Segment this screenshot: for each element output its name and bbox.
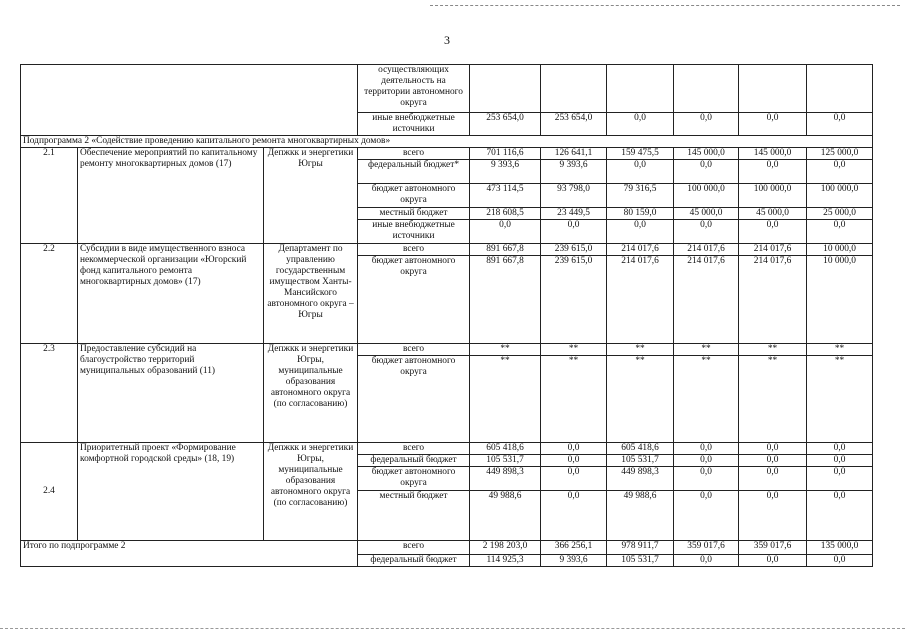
value-cell: 126 641,1 [541, 148, 607, 160]
continuation-cell [21, 65, 358, 136]
value-cell [607, 65, 674, 113]
value-cell: 978 911,7 [607, 541, 674, 555]
value-cell: 0,0 [807, 467, 873, 491]
value-cell: 0,0 [674, 555, 739, 567]
value-cell: 0,0 [807, 491, 873, 541]
value-cell: 145 000,0 [674, 148, 739, 160]
value-cell: 449 898,3 [607, 467, 674, 491]
scan-bottom-edge [0, 628, 905, 629]
value-cell: 359 017,6 [739, 541, 807, 555]
value-cell: ** [541, 344, 607, 356]
source-cell: всего [358, 148, 470, 160]
value-cell: ** [807, 344, 873, 356]
table-row [21, 344, 873, 356]
value-cell [807, 65, 873, 113]
value-cell: 701 116,6 [470, 148, 541, 160]
value-cell: 0,0 [607, 113, 674, 136]
value-cell: 0,0 [807, 160, 873, 184]
total-label: Итого по подпрограмме 2 [21, 541, 358, 567]
value-cell: 214 017,6 [607, 256, 674, 344]
source-cell: бюджет автономного округа [358, 184, 470, 208]
value-cell: 49 988,6 [607, 491, 674, 541]
value-cell: ** [739, 356, 807, 443]
value-cell: 100 000,0 [674, 184, 739, 208]
item-code: 2.2 [21, 244, 78, 344]
value-cell: 100 000,0 [807, 184, 873, 208]
value-cell: 366 256,1 [541, 541, 607, 555]
value-cell: 359 017,6 [674, 541, 739, 555]
value-cell: 605 418,6 [470, 443, 541, 455]
item-code: 2.1 [21, 148, 78, 244]
value-cell: 0,0 [541, 455, 607, 467]
item-title: Обеспечение мероприятий по капитальному ремонту многоквартирных домов (17) [78, 148, 264, 244]
source-cell: осуществляющих деятельность на территории автономного округа [358, 65, 470, 113]
value-cell: ** [541, 356, 607, 443]
value-cell: ** [674, 356, 739, 443]
value-cell: 114 925,3 [470, 555, 541, 567]
value-cell: 135 000,0 [807, 541, 873, 555]
value-cell: 0,0 [739, 491, 807, 541]
source-cell: федеральный бюджет [358, 455, 470, 467]
value-cell: 145 000,0 [739, 148, 807, 160]
value-cell: 0,0 [807, 443, 873, 455]
value-cell [541, 65, 607, 113]
value-cell: 214 017,6 [739, 256, 807, 344]
responsible-org: Депжкк и энергетики Югры [264, 148, 358, 244]
value-cell: 891 667,8 [470, 244, 541, 256]
page-number: 3 [444, 33, 450, 47]
budget-table [20, 64, 873, 567]
value-cell: 105 531,7 [607, 455, 674, 467]
source-cell: всего [358, 541, 470, 555]
value-cell: ** [470, 356, 541, 443]
value-cell: 10 000,0 [807, 244, 873, 256]
item-code: 2.3 [21, 344, 78, 443]
value-cell: 9 393,6 [541, 555, 607, 567]
value-cell: 473 114,5 [470, 184, 541, 208]
value-cell: 0,0 [739, 220, 807, 244]
value-cell: 105 531,7 [607, 555, 674, 567]
value-cell: 0,0 [607, 160, 674, 184]
value-cell: 0,0 [674, 455, 739, 467]
table-row [21, 443, 873, 455]
value-cell: ** [674, 344, 739, 356]
value-cell: 9 393,6 [470, 160, 541, 184]
table-row [21, 148, 873, 160]
source-cell: всего [358, 344, 470, 356]
value-cell: 0,0 [607, 220, 674, 244]
value-cell [470, 65, 541, 113]
value-cell: 0,0 [541, 491, 607, 541]
section-header-row [21, 136, 873, 148]
source-cell: всего [358, 443, 470, 455]
value-cell: 0,0 [674, 113, 739, 136]
source-cell: иные внебюджетные источники [358, 113, 470, 136]
value-cell: 0,0 [470, 220, 541, 244]
value-cell: 891 667,8 [470, 256, 541, 344]
source-cell: федеральный бюджет [358, 555, 470, 567]
value-cell: 80 159,0 [607, 208, 674, 220]
value-cell: 2 198 203,0 [470, 541, 541, 555]
value-cell [739, 65, 807, 113]
source-cell: бюджет автономного округа [358, 256, 470, 344]
source-cell: местный бюджет [358, 491, 470, 541]
scan-top-edge [430, 5, 900, 6]
value-cell: 0,0 [541, 443, 607, 455]
source-cell: всего [358, 244, 470, 256]
value-cell: 253 654,0 [541, 113, 607, 136]
item-title: Субсидии в виде имущественного взноса некоммерческой организации «Югорский фонд капитального ремонта многоквартирных домов» (17) [78, 244, 264, 344]
value-cell: 10 000,0 [807, 256, 873, 344]
responsible-org: Депжкк и энергетики Югры, муниципальные образования автономного округа (по согласованию) [264, 443, 358, 541]
value-cell: 0,0 [541, 467, 607, 491]
source-cell: бюджет автономного округа [358, 467, 470, 491]
value-cell: 0,0 [739, 113, 807, 136]
value-cell: 239 615,0 [541, 244, 607, 256]
value-cell: 239 615,0 [541, 256, 607, 344]
value-cell: 0,0 [739, 467, 807, 491]
value-cell: ** [807, 356, 873, 443]
item-code: 2.4 [21, 443, 78, 541]
value-cell: 0,0 [739, 443, 807, 455]
value-cell: 214 017,6 [674, 256, 739, 344]
value-cell: 0,0 [739, 455, 807, 467]
value-cell: 125 000,0 [807, 148, 873, 160]
value-cell: 0,0 [674, 467, 739, 491]
value-cell: 214 017,6 [607, 244, 674, 256]
value-cell: ** [607, 344, 674, 356]
value-cell: 0,0 [807, 455, 873, 467]
value-cell: 23 449,5 [541, 208, 607, 220]
value-cell: 605 418,6 [607, 443, 674, 455]
subprogram-title: Подпрограмма 2 «Содействие проведению капитального ремонта многоквартирных домов» [21, 136, 873, 148]
source-cell: местный бюджет [358, 208, 470, 220]
value-cell: 49 988,6 [470, 491, 541, 541]
table-row [21, 65, 873, 113]
value-cell: 449 898,3 [470, 467, 541, 491]
value-cell: 0,0 [674, 220, 739, 244]
value-cell: ** [739, 344, 807, 356]
value-cell: 253 654,0 [470, 113, 541, 136]
value-cell: 100 000,0 [739, 184, 807, 208]
value-cell: ** [607, 356, 674, 443]
value-cell: 214 017,6 [739, 244, 807, 256]
source-cell: федеральный бюджет* [358, 160, 470, 184]
value-cell: 93 798,0 [541, 184, 607, 208]
value-cell: 0,0 [807, 113, 873, 136]
value-cell: 79 316,5 [607, 184, 674, 208]
item-title: Приоритетный проект «Формирование комфортной городской среды» (18, 19) [78, 443, 264, 541]
value-cell: 214 017,6 [674, 244, 739, 256]
source-cell: бюджет автономного округа [358, 356, 470, 443]
value-cell: 0,0 [739, 160, 807, 184]
table-row [21, 244, 873, 256]
value-cell: 45 000,0 [674, 208, 739, 220]
value-cell: 0,0 [807, 220, 873, 244]
total-row [21, 541, 873, 555]
source-cell: иные внебюджетные источники [358, 220, 470, 244]
item-title: Предоставление субсидий на благоустройство территорий муниципальных образований (11) [78, 344, 264, 443]
value-cell: 9 393,6 [541, 160, 607, 184]
responsible-org: Депжкк и энергетики Югры, муниципальные образования автономного округа (по согласованию) [264, 344, 358, 443]
value-cell: 0,0 [674, 443, 739, 455]
value-cell: ** [470, 344, 541, 356]
value-cell: 0,0 [739, 555, 807, 567]
value-cell: 0,0 [674, 160, 739, 184]
value-cell: 45 000,0 [739, 208, 807, 220]
value-cell: 218 608,5 [470, 208, 541, 220]
value-cell: 159 475,5 [607, 148, 674, 160]
value-cell: 25 000,0 [807, 208, 873, 220]
value-cell: 0,0 [674, 491, 739, 541]
value-cell [674, 65, 739, 113]
responsible-org: Департамент по управлению государственным имуществом Ханты-Мансийского автономного округа – Югры [264, 244, 358, 344]
value-cell: 0,0 [541, 220, 607, 244]
value-cell: 105 531,7 [470, 455, 541, 467]
value-cell: 0,0 [807, 555, 873, 567]
